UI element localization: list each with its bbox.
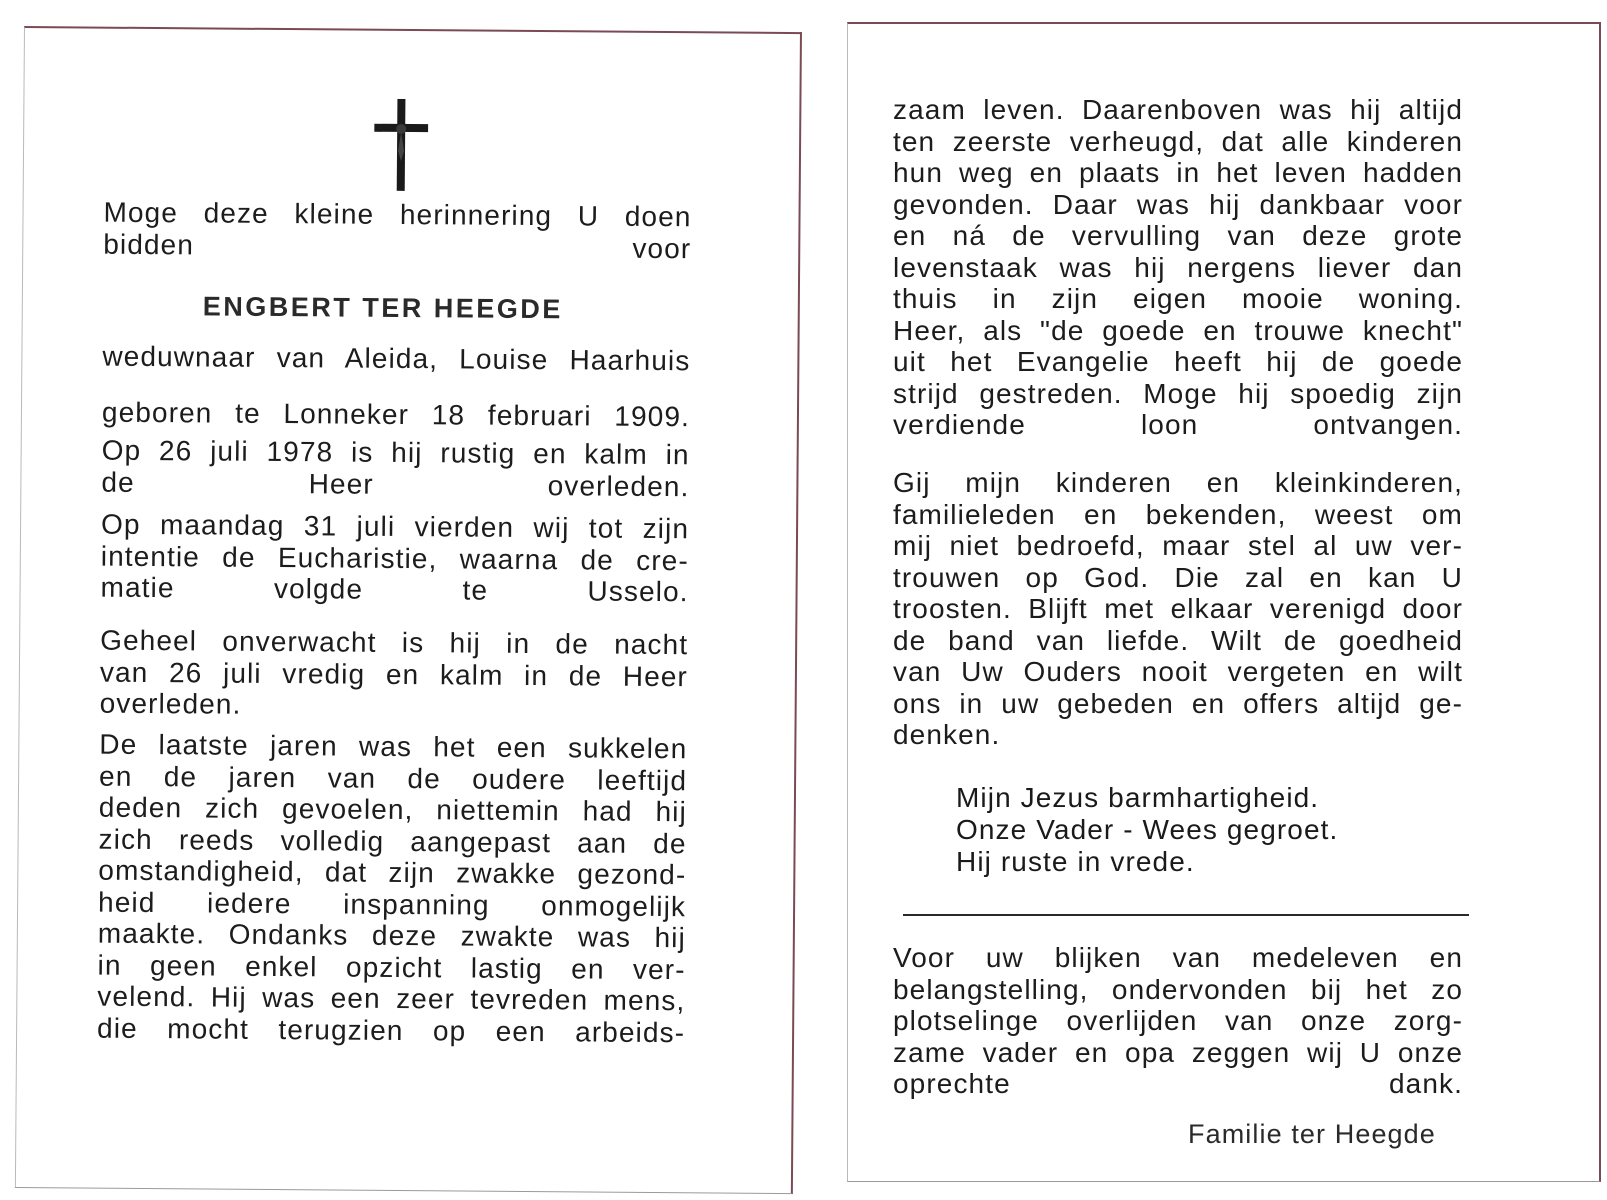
prayer-line: Onze Vader - Wees gegroet.: [956, 814, 1339, 845]
family-signature: Familie ter Heegde: [1188, 1119, 1436, 1149]
divider: [903, 914, 1469, 916]
prayer-lines: [956, 782, 1338, 878]
widower-text: weduwnaar van Aleida, Louise Haarhuis: [102, 340, 691, 377]
deceased-name: ENGBERT TER HEEGDE: [202, 291, 563, 325]
thanks-text: Voor uw blijken van medeleven en belangstelling, ondervonden bij het zo plotselinge overlijden van onze zorg- zame vader en opa zeggen wij U onze oprechte dank.: [893, 942, 1463, 1099]
prayer-line: Mijn Jezus barmhartigheid.: [956, 782, 1320, 813]
mass-text: Op maandag 31 juli vierden wij tot zijn intentie de Eucharistie, waarna de cre- matie volgde te Usselo.: [100, 508, 690, 608]
right-card: [847, 22, 1601, 1182]
crucifix-icon: [374, 99, 429, 191]
intro-text: Moge deze kleine herinnering U doen bidden voor: [103, 196, 692, 264]
paragraph-life: zaam leven. Daarenboven was hij altijd ten zeerste verheugd, dat alle kinderen hun weg en plaats in het leven hadden gevonden. Daar was hij dankbaar voor en ná de vervulling van deze grote levenstaak was hij nergens liever dan thuis in zijn eigen mooie woning. Heer, als "de goede en trouwe knecht" uit het Evangelie heeft hij de goede strijd gestreden. Moge hij spoedig zijn verdiende loon ontvangen.: [893, 94, 1463, 440]
left-card: [15, 26, 802, 1194]
paragraph-last-years: De laatste jaren was het een sukkelen en de jaren van de oudere leeftijd deden zich gevoelen, niettemin had hij zich reeds volledig aangepast aan de omstandigheid, dat zijn zwakke gezond- heid iedere inspanning onmogelijk maakte. Ondanks deze zwakte was hij in geen enkel opzicht lastig en ver- velend. Hij was een zeer tevreden mens, die mocht terugzien op een arbeids-: [97, 728, 688, 1048]
paragraph-children: Gij mijn kinderen en kleinkinderen, familieleden en bekenden, weest om mij niet bedroefd, maar stel al uw ver- trouwen op God. Die zal en kan U troosten. Blijft met elkaar verenigd door de band van liefde. Wilt de goedheid van Uw Ouders nooit vergeten en wilt ons in uw gebeden en offers altijd ge- denken.: [893, 467, 1463, 750]
paragraph-unexpected: Geheel onverwacht is hij in de nacht van 26 juli vredig en kalm in de Heer overleden.: [99, 624, 689, 720]
birth-text: geboren te Lonneker 18 februari 1909.: [101, 396, 691, 433]
prayer-line: Hij ruste in vrede.: [956, 846, 1195, 877]
death-text: Op 26 juli 1978 is hij rustig en kalm in de Heer overleden.: [101, 434, 690, 502]
